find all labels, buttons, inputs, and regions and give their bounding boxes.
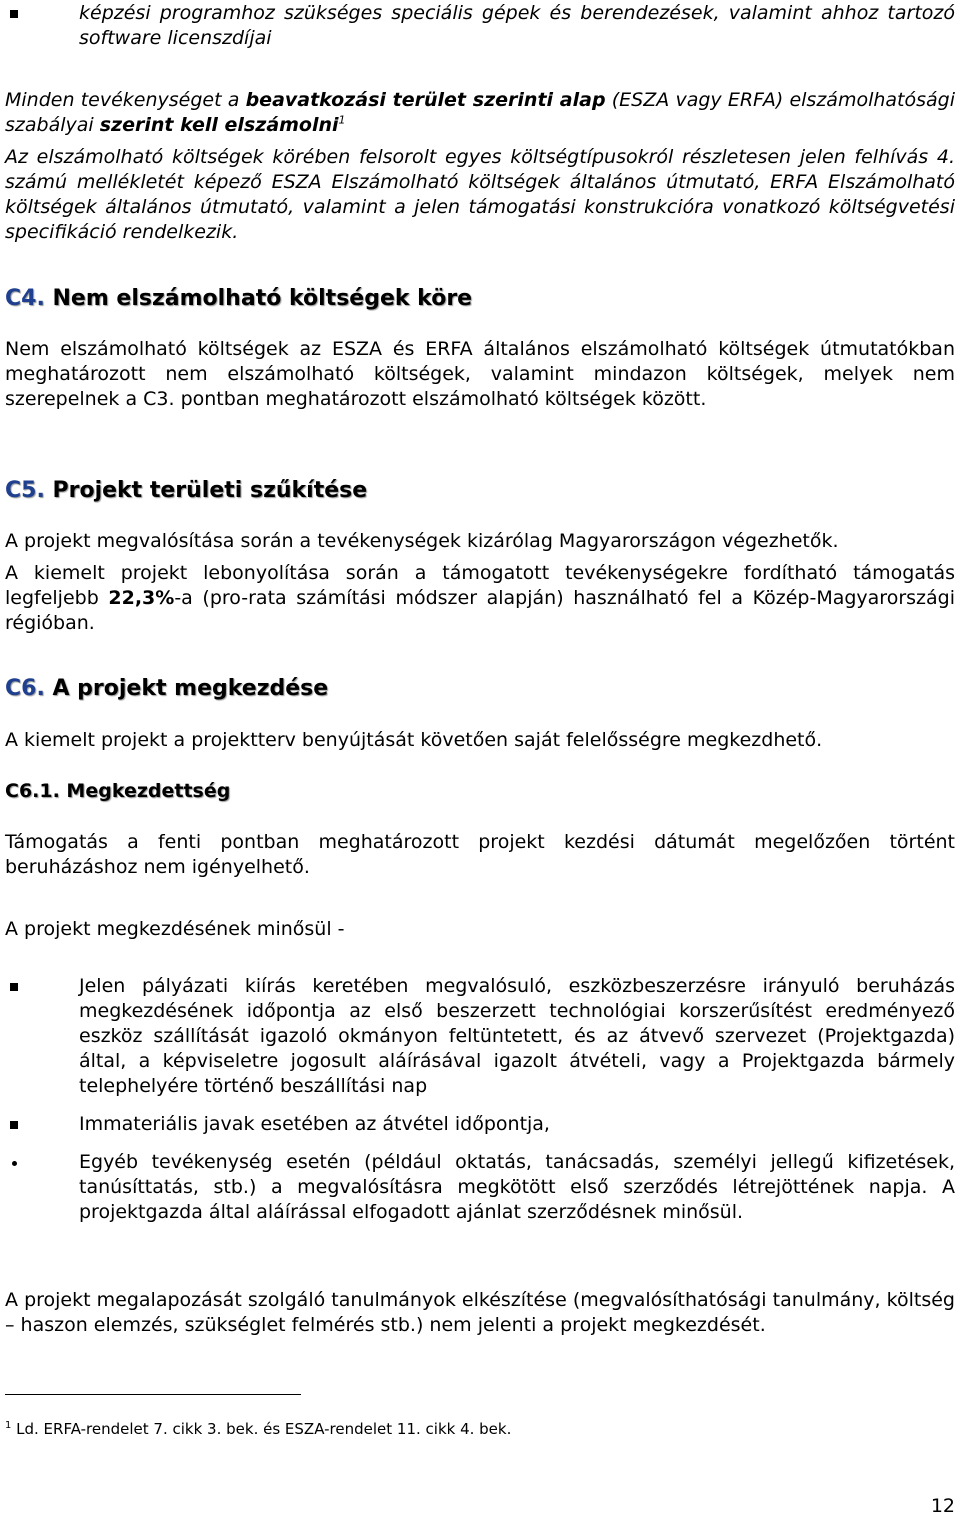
section-number: C6. xyxy=(5,676,45,701)
intro-text: (ESZA vagy ERFA) elszámolhatósági szabályai xyxy=(5,89,955,136)
list-item xyxy=(5,1112,955,1137)
section-title: A projekt megkezdése xyxy=(52,676,329,701)
intro-bold-text: beavatkozási terület szerinti alap xyxy=(245,89,606,111)
list-item xyxy=(5,1,955,51)
body-text: -a (pro-rata számítási módszer alapján) használható fel a Közép-Magyarországi régióban. xyxy=(5,587,955,634)
section-heading-c5 xyxy=(5,477,955,505)
body-text: Támogatás a fenti pontban meghatározott projekt kezdési dátumát megelőzően történt beruházáshoz nem igényelhető. xyxy=(5,831,955,878)
section-heading-c6 xyxy=(5,675,955,703)
c61-lead xyxy=(5,917,955,942)
intro-text: Minden tevékenységet a xyxy=(5,89,246,111)
list-item xyxy=(5,1150,955,1225)
body-text: A kiemelt projekt a projektterv benyújtását követően saját felelősségre megkezdhető. xyxy=(5,729,823,751)
footnote-number: 1 xyxy=(5,1420,12,1431)
section-number: C4. xyxy=(5,286,45,311)
section-heading-c4 xyxy=(5,285,955,313)
bullet-text: Jelen pályázati kiírás keretében megvalósuló, eszközbeszerzésre irányuló beruházás megkezdésének időpontja az első beszerzett technológiai korszerűsítést eredményező eszköz szállítását igazoló okmányon feltüntetett, és az átvevő szervezet (Projektgazda) által, a képviseletre jogosult aláírásával igazolt átvételi, vagy a Projektgazda bármely telephelyére történő beszállítási nap xyxy=(79,975,955,1097)
round-bullet-icon xyxy=(12,1161,17,1166)
footnote xyxy=(5,1419,511,1439)
c6-paragraph xyxy=(5,728,955,753)
c5-paragraph-1 xyxy=(5,529,955,554)
closing-paragraph xyxy=(5,1288,955,1338)
body-text: A kiemelt projekt lebonyolítása során a támogatott tevékenységekre fordítható támogatás legfeljebb xyxy=(5,562,955,609)
subsection-heading: C6.1. Megkezdettség xyxy=(5,780,231,802)
footnote-ref: 1 xyxy=(338,113,346,127)
body-text: Nem elszámolható költségek az ESZA és ERFA általános elszámolható költségek útmutatókban meghatározott nem elszámolható költségek, valamint mindazon költségek, melyek nem szerepelnek a C3. pontban meghatározott elszámolható költségek között. xyxy=(5,338,955,410)
body-text: A projekt megvalósítása során a tevékenységek kizárólag Magyarországon végezhetők. xyxy=(5,530,839,552)
section-title: Projekt területi szűkítése xyxy=(52,478,368,503)
footnote-separator xyxy=(5,1394,301,1395)
square-bullet-icon xyxy=(10,10,18,18)
page-number: 12 xyxy=(930,1495,955,1517)
footnote-text: Ld. ERFA-rendelet 7. cikk 3. bek. és ESZA-rendelet 11. cikk 4. bek. xyxy=(11,1420,512,1438)
body-text: A projekt megalapozását szolgáló tanulmányok elkészítése (megvalósíthatósági tanulmány, költség – haszon elemzés, szükséglet felmérés stb.) nem jelenti a projekt megkezdését. xyxy=(5,1289,955,1336)
intro-bold-text: szerint kell elszámolni xyxy=(99,114,339,136)
c4-paragraph xyxy=(5,337,955,412)
bullet-text: Egyéb tevékenység esetén (például oktatás, tanácsadás, személyi jellegű kifizetések, tanúsíttatás, stb.) a megvalósításra megkötött első szerződés létrejöttének napja. A projektgazda által aláírással elfogadott ajánlat szerződésnek minősül. xyxy=(79,1151,955,1223)
bullet-text: képzési programhoz szükséges speciális gépek és berendezések, valamint ahhoz tartozó software licenszdíjai xyxy=(79,2,955,49)
c61-paragraph xyxy=(5,830,955,880)
body-text: A projekt megkezdésének minősül - xyxy=(5,918,345,940)
bullet-text: Immateriális javak esetében az átvétel időpontja, xyxy=(79,1113,550,1135)
c5-paragraph-2 xyxy=(5,561,955,636)
square-bullet-icon xyxy=(10,1121,18,1129)
list-item xyxy=(5,974,955,1099)
percentage-value: 22,3% xyxy=(108,587,175,609)
intro-paragraph xyxy=(5,88,955,138)
intro-text: Az elszámolható költségek körében felsorolt egyes költségtípusokról részletesen jelen felhívás 4. számú mellékletét képező ESZA Elszámolható költségek általános útmutató, ERFA Elszámolható költségek általános útmutató, valamint a jelen támogatási konstrukcióra vonatkozó költségvetési specifikáció rendelkezik. xyxy=(5,146,955,243)
intro-paragraph-2 xyxy=(5,145,955,245)
section-number: C5. xyxy=(5,478,45,503)
section-title: Nem elszámolható költségek köre xyxy=(52,286,473,311)
square-bullet-icon xyxy=(10,983,18,991)
